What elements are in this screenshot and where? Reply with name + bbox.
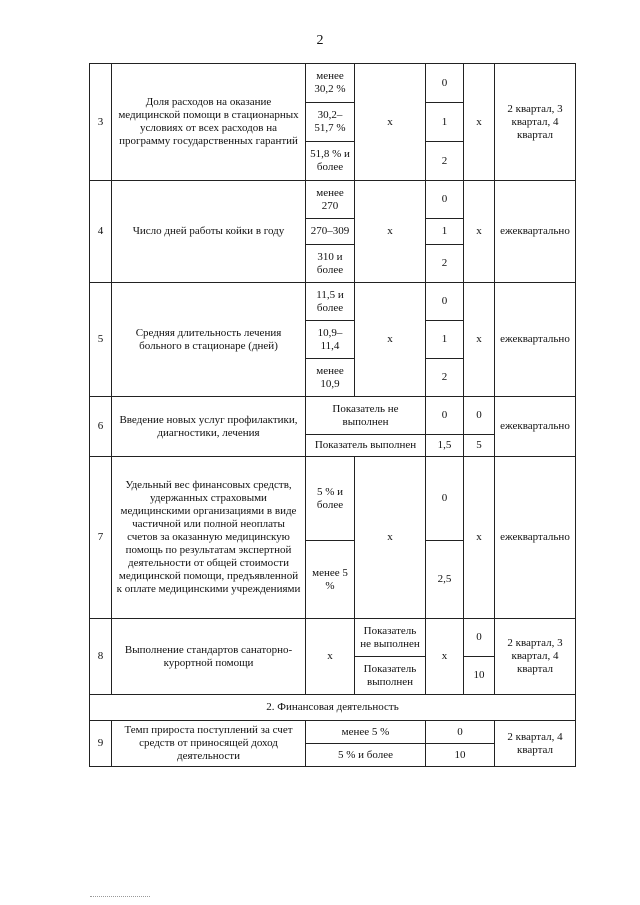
indicator-description: Введение новых услуг профилактики, диагностики, лечения <box>112 397 306 457</box>
criterion-cell: менее 270 <box>306 181 355 219</box>
table-row-5 <box>90 283 576 321</box>
criterion-cell: 5 % и более <box>306 744 426 767</box>
scan-artifact <box>90 896 150 899</box>
section-row <box>90 695 576 721</box>
points-cell: 2 <box>426 142 464 181</box>
criterion-cell: 30,2–51,7 % <box>306 103 355 142</box>
points-cell: 1 <box>426 321 464 359</box>
indicator-description: Выполнение стандартов санаторно-курортной помощи <box>112 619 306 695</box>
points-cell: 2 <box>426 359 464 397</box>
criterion-cell: менее 5 % <box>306 541 355 619</box>
criterion-cell: менее 30,2 % <box>306 64 355 103</box>
points-cell: 0 <box>426 64 464 103</box>
not-applicable-cell: х <box>355 181 426 283</box>
not-applicable-cell: х <box>464 283 495 397</box>
reporting-period: 2 квартал, 3 квартал, 4 квартал <box>495 64 576 181</box>
points-cell: 1 <box>426 103 464 142</box>
criteria-table <box>89 63 576 767</box>
points-cell: 0 <box>426 721 495 744</box>
reporting-period: 2 квартал, 4 квартал <box>495 721 576 767</box>
not-applicable-cell: х <box>464 181 495 283</box>
points-cell: 0 <box>464 619 495 657</box>
reporting-period: ежеквартально <box>495 283 576 397</box>
points-cell: 2,5 <box>426 541 464 619</box>
points-cell: 0 <box>464 397 495 435</box>
reporting-period: ежеквартально <box>495 181 576 283</box>
row-number: 6 <box>90 397 112 457</box>
criterion-cell: Показатель выполнен <box>355 657 426 695</box>
section-title: 2. Финансовая деятельность <box>90 695 576 721</box>
points-cell: 10 <box>426 744 495 767</box>
row-number: 9 <box>90 721 112 767</box>
criterion-cell: 310 и более <box>306 245 355 283</box>
row-number: 3 <box>90 64 112 181</box>
not-applicable-cell: х <box>426 619 464 695</box>
not-applicable-cell: х <box>306 619 355 695</box>
indicator-description: Доля расходов на оказание медицинской помощи в стационарных условиях от всех расходов на программу государственных гарантий <box>112 64 306 181</box>
not-applicable-cell: х <box>355 283 426 397</box>
reporting-period: ежеквартально <box>495 397 576 457</box>
table-row-7 <box>90 457 576 541</box>
criterion-cell: 51,8 % и более <box>306 142 355 181</box>
reporting-period: ежеквартально <box>495 457 576 619</box>
page-number: 2 <box>316 33 324 48</box>
not-applicable-cell: х <box>355 64 426 181</box>
points-cell: 0 <box>426 283 464 321</box>
table-row-6 <box>90 397 576 435</box>
points-cell: 10 <box>464 657 495 695</box>
criterion-cell: 5 % и более <box>306 457 355 541</box>
not-applicable-cell: х <box>464 64 495 181</box>
reporting-period: 2 квартал, 3 квартал, 4 квартал <box>495 619 576 695</box>
points-cell: 2 <box>426 245 464 283</box>
not-applicable-cell: х <box>355 457 426 619</box>
points-cell: 1 <box>426 219 464 245</box>
indicator-description: Удельный вес финансовых средств, удержанных страховыми медицинскими организациями в виде частичной или полной неоплаты счетов за оказанную медицинскую помощь по результатам экспертной деятельности от общей стоимости медицинской помощи, предъявленной к оплате медицинскими учреждениями <box>112 457 306 619</box>
row-number: 5 <box>90 283 112 397</box>
points-cell: 5 <box>464 435 495 457</box>
row-number: 7 <box>90 457 112 619</box>
table-row-4 <box>90 181 576 219</box>
indicator-description: Средняя длительность лечения больного в стационаре (дней) <box>112 283 306 397</box>
row-number: 4 <box>90 181 112 283</box>
criterion-cell: 270–309 <box>306 219 355 245</box>
points-cell: 1,5 <box>426 435 464 457</box>
points-cell: 0 <box>426 181 464 219</box>
table-row-9 <box>90 721 576 744</box>
indicator-description: Число дней работы койки в году <box>112 181 306 283</box>
criterion-cell: Показатель не выполнен <box>355 619 426 657</box>
not-applicable-cell: х <box>464 457 495 619</box>
row-number: 8 <box>90 619 112 695</box>
table-row-8 <box>90 619 576 657</box>
criterion-cell: менее 5 % <box>306 721 426 744</box>
criterion-cell: Показатель выполнен <box>306 435 426 457</box>
criterion-cell: менее 10,9 <box>306 359 355 397</box>
points-cell: 0 <box>426 397 464 435</box>
criterion-cell: Показатель не выполнен <box>306 397 426 435</box>
table-row-3 <box>90 64 576 103</box>
criterion-cell: 10,9–11,4 <box>306 321 355 359</box>
criterion-cell: 11,5 и более <box>306 283 355 321</box>
points-cell: 0 <box>426 457 464 541</box>
indicator-description: Темп прироста поступлений за счет средств от приносящей доход деятельности <box>112 721 306 767</box>
